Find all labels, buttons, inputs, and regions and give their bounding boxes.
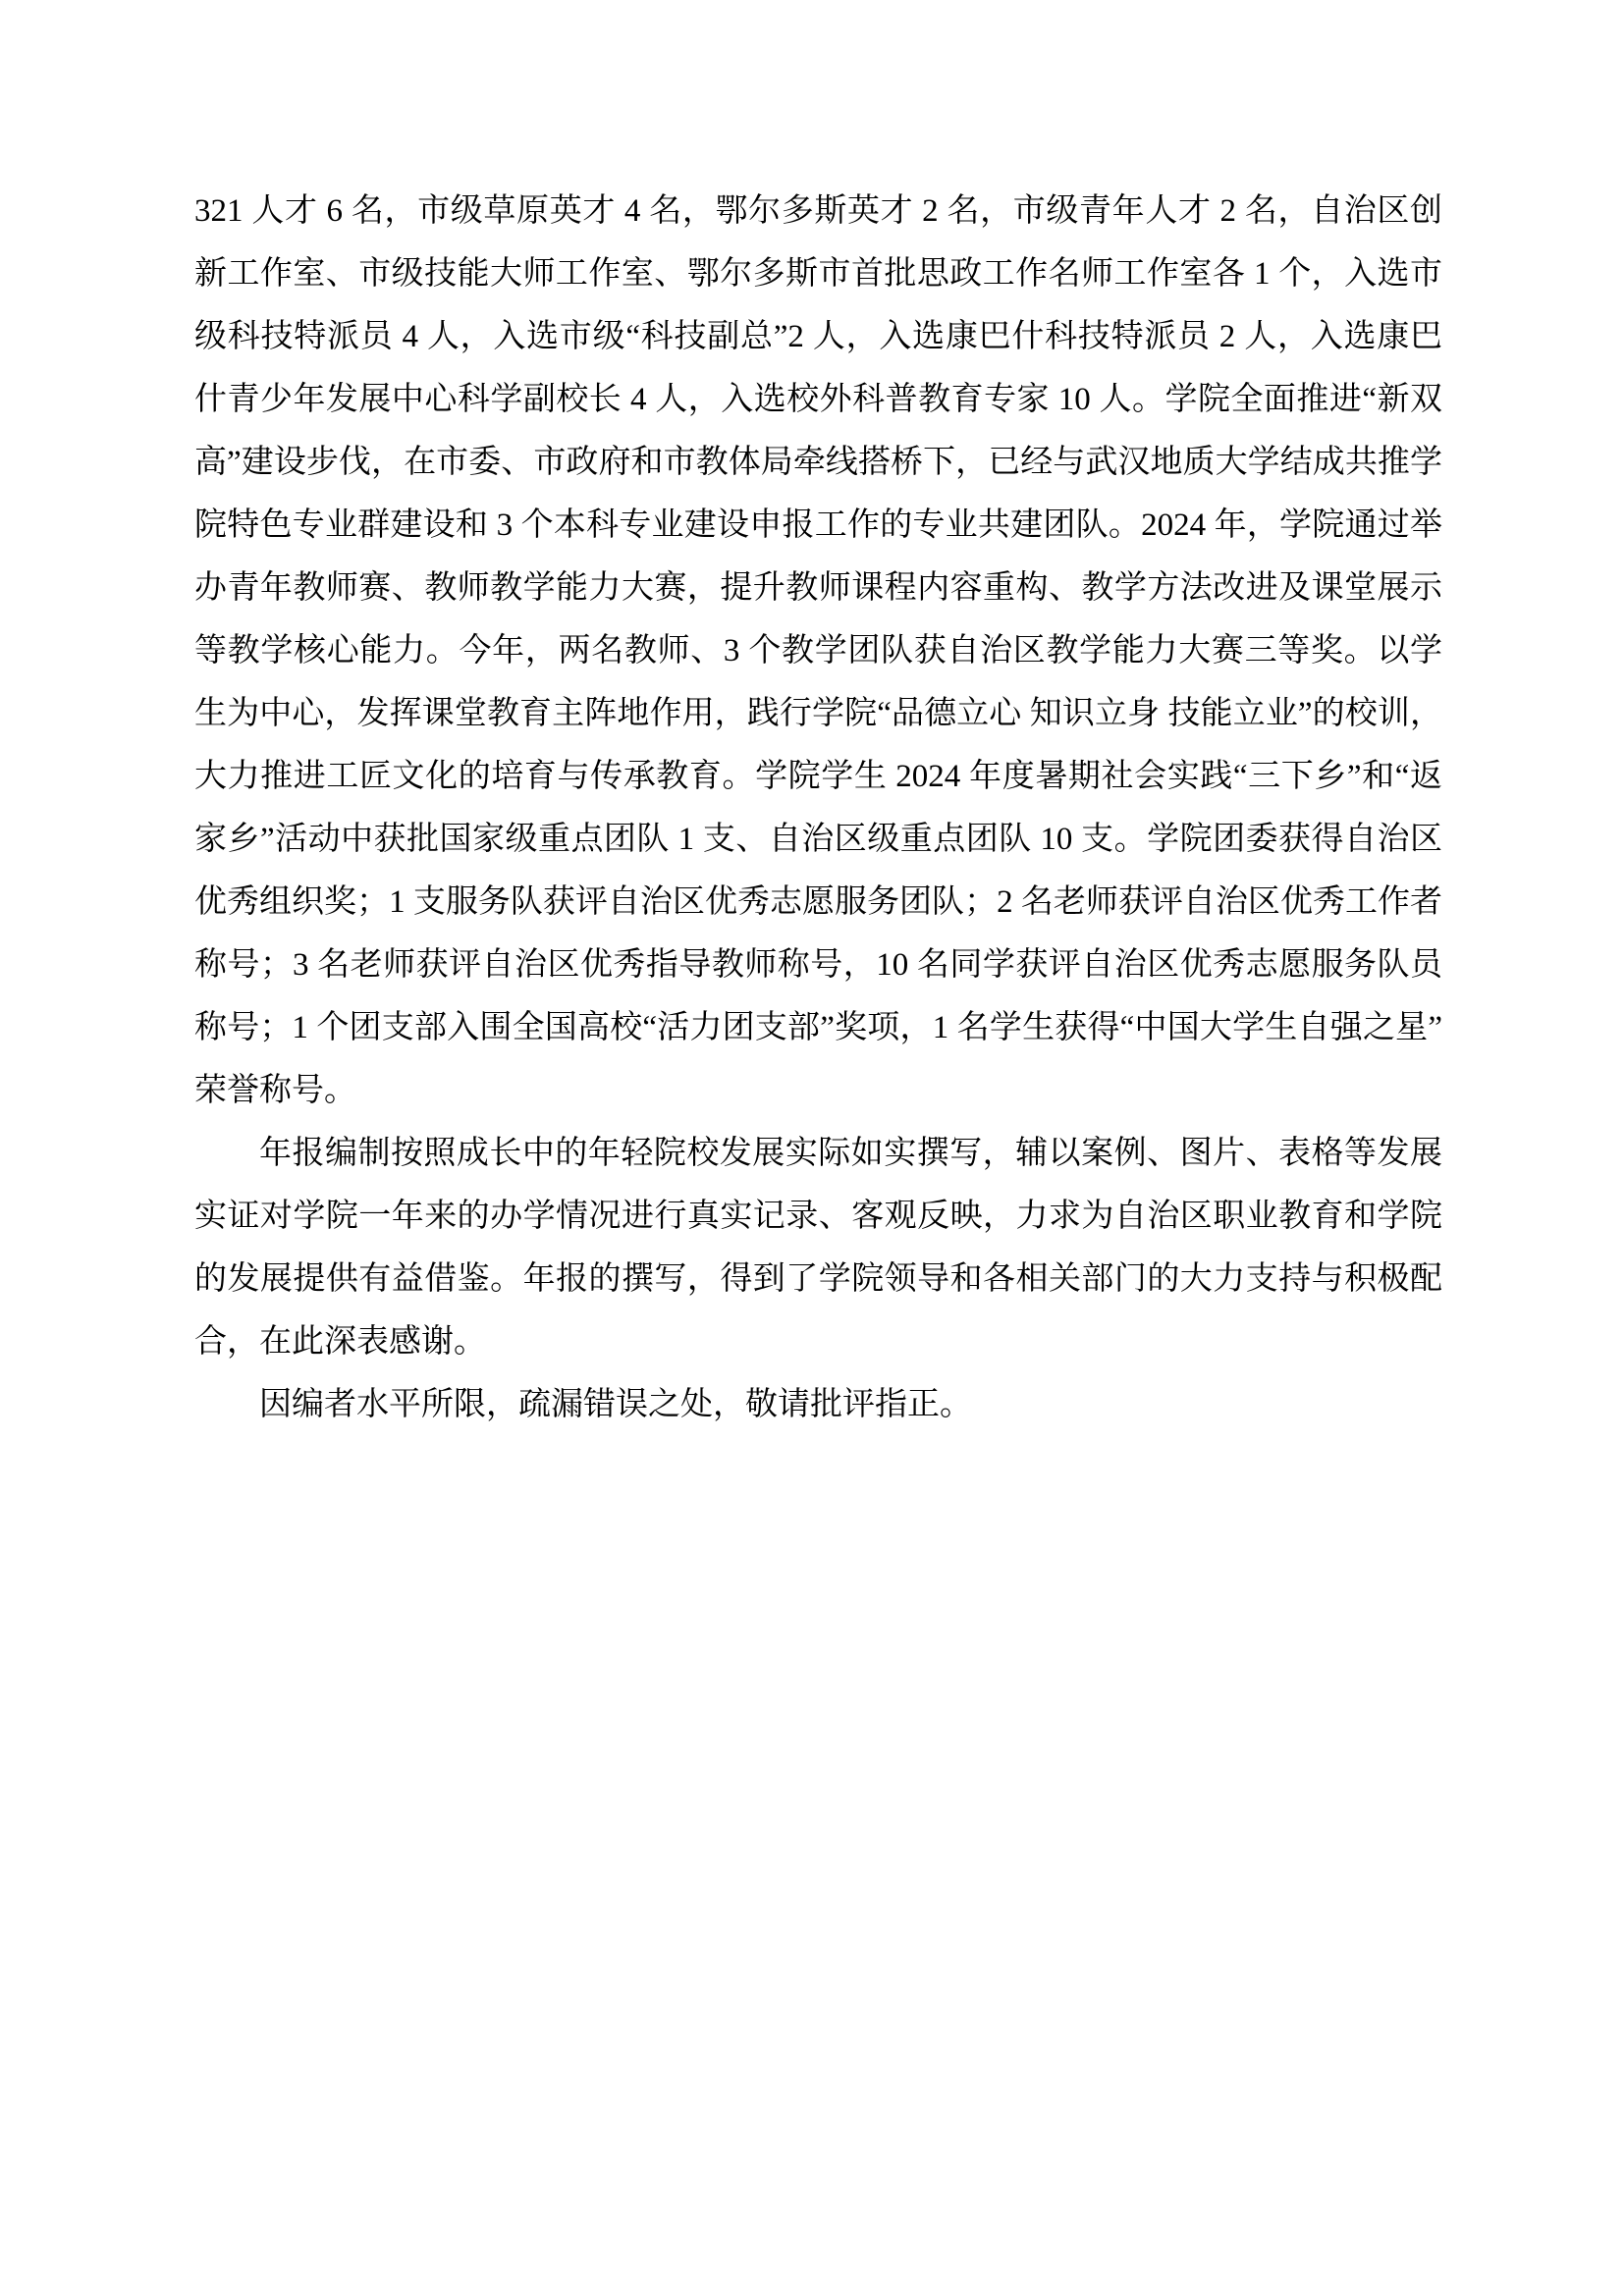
paragraph-awards-continuation: 321 人才 6 名，市级草原英才 4 名，鄂尔多斯英才 2 名，市级青年人才 2 名，自治区创新工作室、市级技能大师工作室、鄂尔多斯市首批思政工作名师工作室各 1 个，入选市级科技特派员 4 人，入选市级“科技副总”2 人，入选康巴什科技特派员 2 人，入选康巴什青少年发展中心科学副校长 4 人，入选校外科普教育专家 10 人。学院全面推进“新双高”建设步伐，在市委、市政府和市教体局牵线搭桥下，已经与武汉地质大学结成共推学院特色专业群建设和 3 个本科专业建设申报工作的专业共建团队。2024 年，学院通过举办青年教师赛、教师教学能力大赛，提升教师课程内容重构、教学方法改进及课堂展示等教学核心能力。今年，两名教师、3 个教学团队获自治区教学能力大赛三等奖。以学生为中心，发挥课堂教育主阵地作用，践行学院“品德立心 知识立身 技能立业”的校训，大力推进工匠文化的培育与传承教育。学院学生 2024 年度暑期社会实践“三下乡”和“返家乡”活动中获批国家级重点团队 1 支、自治区级重点团队 10 支。学院团委获得自治区优秀组织奖；1 支服务队获评自治区优秀志愿服务团队；2 名老师获评自治区优秀工作者称号；3 名老师获评自治区优秀指导教师称号，10 名同学获评自治区优秀志愿服务队员称号；1 个团支部入围全国高校“活力团支部”奖项，1 名学生获得“中国大学生自强之星”荣誉称号。	[194, 193, 1442, 1108]
paragraph-editor-apology: 因编者水平所限，疏漏错误之处，敬请批评指正。	[259, 1387, 972, 1422]
page-body	[194, 180, 1442, 1436]
paragraph-report-compilation: 年报编制按照成长中的年轻院校发展实际如实撰写，辅以案例、图片、表格等发展实证对学院一年来的办学情况进行真实记录、客观反映，力求为自治区职业教育和学院的发展提供有益借鉴。年报的撰写，得到了学院领导和各相关部门的大力支持与积极配合，在此深表感谢。	[194, 1136, 1442, 1360]
